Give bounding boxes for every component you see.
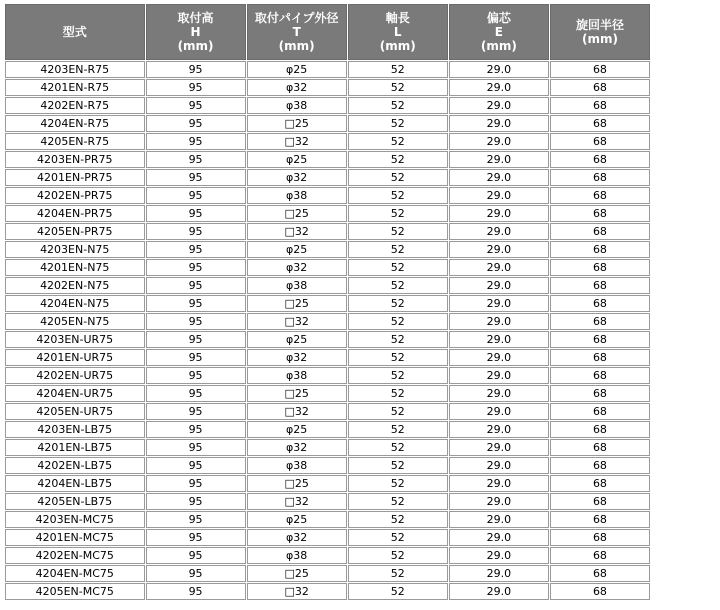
table-row — [5, 403, 650, 420]
model-cell: 4203EN-PR75 — [5, 151, 145, 168]
turning-radius-cell: 68 — [550, 475, 650, 492]
shaft-length-cell: 52 — [348, 241, 448, 258]
height-cell: 95 — [146, 187, 246, 204]
header-line-1: 偏芯 — [486, 11, 511, 25]
table-row — [5, 421, 650, 438]
header-height — [146, 4, 246, 60]
pipe-diameter-cell: □25 — [247, 565, 347, 582]
height-cell: 95 — [146, 529, 246, 546]
eccentricity-cell: 29.0 — [449, 547, 549, 564]
table-row — [5, 583, 650, 600]
shaft-length-cell: 52 — [348, 97, 448, 114]
eccentricity-cell: 29.0 — [449, 241, 549, 258]
header-line-3: (mm) — [278, 39, 315, 53]
shaft-length-cell: 52 — [348, 151, 448, 168]
model-cell: 4201EN-PR75 — [5, 169, 145, 186]
turning-radius-cell: 68 — [550, 367, 650, 384]
table-row — [5, 169, 650, 186]
table-row — [5, 223, 650, 240]
table-row — [5, 313, 650, 330]
shaft-length-cell: 52 — [348, 259, 448, 276]
pipe-diameter-cell: φ25 — [247, 421, 347, 438]
height-cell: 95 — [146, 79, 246, 96]
model-cell: 4202EN-MC75 — [5, 547, 145, 564]
table-row — [5, 277, 650, 294]
height-cell: 95 — [146, 241, 246, 258]
table-row — [5, 241, 650, 258]
table-row — [5, 565, 650, 582]
model-cell: 4204EN-N75 — [5, 295, 145, 312]
model-cell: 4201EN-LB75 — [5, 439, 145, 456]
turning-radius-cell: 68 — [550, 205, 650, 222]
shaft-length-cell: 52 — [348, 223, 448, 240]
header-model — [5, 4, 145, 60]
height-cell: 95 — [146, 547, 246, 564]
eccentricity-cell: 29.0 — [449, 331, 549, 348]
height-cell: 95 — [146, 61, 246, 78]
header-line-2: (mm) — [581, 32, 618, 46]
pipe-diameter-cell: φ38 — [247, 367, 347, 384]
height-cell: 95 — [146, 205, 246, 222]
shaft-length-cell: 52 — [348, 547, 448, 564]
table-row — [5, 295, 650, 312]
pipe-diameter-cell: □32 — [247, 583, 347, 600]
table-row — [5, 259, 650, 276]
model-cell: 4204EN-LB75 — [5, 475, 145, 492]
shaft-length-cell: 52 — [348, 79, 448, 96]
table-row — [5, 61, 650, 78]
model-cell: 4202EN-LB75 — [5, 457, 145, 474]
height-cell: 95 — [146, 493, 246, 510]
table-row — [5, 205, 650, 222]
turning-radius-cell: 68 — [550, 511, 650, 528]
turning-radius-cell: 68 — [550, 439, 650, 456]
shaft-length-cell: 52 — [348, 529, 448, 546]
table-row — [5, 439, 650, 456]
eccentricity-cell: 29.0 — [449, 61, 549, 78]
table-row — [5, 97, 650, 114]
table-row — [5, 115, 650, 132]
eccentricity-cell: 29.0 — [449, 133, 549, 150]
model-cell: 4201EN-MC75 — [5, 529, 145, 546]
eccentricity-cell: 29.0 — [449, 97, 549, 114]
turning-radius-cell: 68 — [550, 457, 650, 474]
header-turning-radius — [550, 4, 650, 60]
pipe-diameter-cell: φ38 — [247, 187, 347, 204]
turning-radius-cell: 68 — [550, 547, 650, 564]
pipe-diameter-cell: φ38 — [247, 277, 347, 294]
shaft-length-cell: 52 — [348, 349, 448, 366]
model-cell: 4201EN-N75 — [5, 259, 145, 276]
model-cell: 4205EN-LB75 — [5, 493, 145, 510]
header-line-2: L — [393, 25, 402, 39]
turning-radius-cell: 68 — [550, 493, 650, 510]
height-cell: 95 — [146, 475, 246, 492]
pipe-diameter-cell: □25 — [247, 115, 347, 132]
shaft-length-cell: 52 — [348, 61, 448, 78]
turning-radius-cell: 68 — [550, 61, 650, 78]
header-line-3: (mm) — [379, 39, 416, 53]
eccentricity-cell: 29.0 — [449, 259, 549, 276]
shaft-length-cell: 52 — [348, 475, 448, 492]
eccentricity-cell: 29.0 — [449, 187, 549, 204]
height-cell: 95 — [146, 295, 246, 312]
model-cell: 4202EN-N75 — [5, 277, 145, 294]
height-cell: 95 — [146, 313, 246, 330]
eccentricity-cell: 29.0 — [449, 349, 549, 366]
turning-radius-cell: 68 — [550, 133, 650, 150]
shaft-length-cell: 52 — [348, 331, 448, 348]
header-line-2: E — [494, 25, 503, 39]
eccentricity-cell: 29.0 — [449, 529, 549, 546]
turning-radius-cell: 68 — [550, 277, 650, 294]
turning-radius-cell: 68 — [550, 223, 650, 240]
shaft-length-cell: 52 — [348, 565, 448, 582]
table-row — [5, 511, 650, 528]
eccentricity-cell: 29.0 — [449, 367, 549, 384]
model-cell: 4205EN-R75 — [5, 133, 145, 150]
pipe-diameter-cell: φ32 — [247, 79, 347, 96]
turning-radius-cell: 68 — [550, 313, 650, 330]
pipe-diameter-cell: φ32 — [247, 439, 347, 456]
pipe-diameter-cell: □25 — [247, 295, 347, 312]
model-cell: 4205EN-MC75 — [5, 583, 145, 600]
header-line-3: (mm) — [480, 39, 517, 53]
eccentricity-cell: 29.0 — [449, 457, 549, 474]
eccentricity-cell: 29.0 — [449, 583, 549, 600]
turning-radius-cell: 68 — [550, 241, 650, 258]
model-cell: 4204EN-MC75 — [5, 565, 145, 582]
turning-radius-cell: 68 — [550, 583, 650, 600]
turning-radius-cell: 68 — [550, 259, 650, 276]
turning-radius-cell: 68 — [550, 565, 650, 582]
shaft-length-cell: 52 — [348, 313, 448, 330]
turning-radius-cell: 68 — [550, 97, 650, 114]
height-cell: 95 — [146, 277, 246, 294]
header-eccentricity — [449, 4, 549, 60]
turning-radius-cell: 68 — [550, 151, 650, 168]
table-row — [5, 187, 650, 204]
turning-radius-cell: 68 — [550, 187, 650, 204]
table-row — [5, 151, 650, 168]
table-row — [5, 547, 650, 564]
shaft-length-cell: 52 — [348, 385, 448, 402]
eccentricity-cell: 29.0 — [449, 511, 549, 528]
table-row — [5, 385, 650, 402]
eccentricity-cell: 29.0 — [449, 493, 549, 510]
height-cell: 95 — [146, 259, 246, 276]
table-row — [5, 349, 650, 366]
height-cell: 95 — [146, 133, 246, 150]
model-cell: 4203EN-MC75 — [5, 511, 145, 528]
pipe-diameter-cell: φ25 — [247, 151, 347, 168]
pipe-diameter-cell: □32 — [247, 133, 347, 150]
pipe-diameter-cell: □25 — [247, 205, 347, 222]
height-cell: 95 — [146, 349, 246, 366]
turning-radius-cell: 68 — [550, 421, 650, 438]
header-line-1: 取付高 — [177, 11, 214, 25]
turning-radius-cell: 68 — [550, 295, 650, 312]
pipe-diameter-cell: φ25 — [247, 511, 347, 528]
shaft-length-cell: 52 — [348, 457, 448, 474]
table-row — [5, 133, 650, 150]
shaft-length-cell: 52 — [348, 277, 448, 294]
header-pipe-diameter — [247, 4, 347, 60]
table-row — [5, 331, 650, 348]
header-line-1: 軸長 — [385, 11, 410, 25]
shaft-length-cell: 52 — [348, 169, 448, 186]
header-line-3: (mm) — [177, 39, 214, 53]
model-cell: 4204EN-R75 — [5, 115, 145, 132]
model-cell: 4202EN-R75 — [5, 97, 145, 114]
eccentricity-cell: 29.0 — [449, 421, 549, 438]
height-cell: 95 — [146, 115, 246, 132]
pipe-diameter-cell: φ38 — [247, 457, 347, 474]
height-cell: 95 — [146, 385, 246, 402]
shaft-length-cell: 52 — [348, 115, 448, 132]
shaft-length-cell: 52 — [348, 421, 448, 438]
height-cell: 95 — [146, 583, 246, 600]
eccentricity-cell: 29.0 — [449, 439, 549, 456]
eccentricity-cell: 29.0 — [449, 277, 549, 294]
turning-radius-cell: 68 — [550, 169, 650, 186]
eccentricity-cell: 29.0 — [449, 205, 549, 222]
table-row — [5, 457, 650, 474]
model-cell: 4204EN-UR75 — [5, 385, 145, 402]
eccentricity-cell: 29.0 — [449, 169, 549, 186]
table-row — [5, 493, 650, 510]
header-line-1: 取付パイプ外径 — [254, 11, 339, 25]
turning-radius-cell: 68 — [550, 79, 650, 96]
table-row — [5, 79, 650, 96]
pipe-diameter-cell: □25 — [247, 475, 347, 492]
table-row — [5, 367, 650, 384]
model-cell: 4202EN-UR75 — [5, 367, 145, 384]
eccentricity-cell: 29.0 — [449, 313, 549, 330]
table-row — [5, 529, 650, 546]
pipe-diameter-cell: φ38 — [247, 547, 347, 564]
shaft-length-cell: 52 — [348, 205, 448, 222]
model-cell: 4201EN-UR75 — [5, 349, 145, 366]
turning-radius-cell: 68 — [550, 403, 650, 420]
shaft-length-cell: 52 — [348, 187, 448, 204]
model-cell: 4201EN-R75 — [5, 79, 145, 96]
shaft-length-cell: 52 — [348, 403, 448, 420]
header-row — [5, 4, 650, 60]
turning-radius-cell: 68 — [550, 529, 650, 546]
height-cell: 95 — [146, 97, 246, 114]
height-cell: 95 — [146, 457, 246, 474]
model-cell: 4204EN-PR75 — [5, 205, 145, 222]
pipe-diameter-cell: □32 — [247, 313, 347, 330]
shaft-length-cell: 52 — [348, 439, 448, 456]
header-shaft-length — [348, 4, 448, 60]
height-cell: 95 — [146, 403, 246, 420]
shaft-length-cell: 52 — [348, 493, 448, 510]
model-cell: 4203EN-R75 — [5, 61, 145, 78]
pipe-diameter-cell: φ25 — [247, 331, 347, 348]
spec-table-body — [5, 61, 650, 600]
header-line-2: T — [292, 25, 301, 39]
shaft-length-cell: 52 — [348, 511, 448, 528]
eccentricity-cell: 29.0 — [449, 223, 549, 240]
pipe-diameter-cell: □32 — [247, 403, 347, 420]
shaft-length-cell: 52 — [348, 295, 448, 312]
pipe-diameter-cell: φ38 — [247, 97, 347, 114]
eccentricity-cell: 29.0 — [449, 115, 549, 132]
height-cell: 95 — [146, 565, 246, 582]
height-cell: 95 — [146, 439, 246, 456]
pipe-diameter-cell: φ25 — [247, 241, 347, 258]
model-cell: 4203EN-UR75 — [5, 331, 145, 348]
turning-radius-cell: 68 — [550, 115, 650, 132]
pipe-diameter-cell: φ32 — [247, 349, 347, 366]
eccentricity-cell: 29.0 — [449, 151, 549, 168]
height-cell: 95 — [146, 151, 246, 168]
spec-table — [4, 3, 651, 601]
header-line-1: 旋回半径 — [575, 18, 624, 32]
pipe-diameter-cell: □32 — [247, 493, 347, 510]
turning-radius-cell: 68 — [550, 349, 650, 366]
pipe-diameter-cell: φ32 — [247, 529, 347, 546]
header-line-2: H — [190, 25, 201, 39]
height-cell: 95 — [146, 511, 246, 528]
model-cell: 4202EN-PR75 — [5, 187, 145, 204]
model-cell: 4205EN-N75 — [5, 313, 145, 330]
pipe-diameter-cell: φ32 — [247, 259, 347, 276]
spec-table-header — [5, 4, 650, 60]
height-cell: 95 — [146, 223, 246, 240]
height-cell: 95 — [146, 367, 246, 384]
turning-radius-cell: 68 — [550, 331, 650, 348]
model-cell: 4203EN-LB75 — [5, 421, 145, 438]
height-cell: 95 — [146, 169, 246, 186]
eccentricity-cell: 29.0 — [449, 385, 549, 402]
eccentricity-cell: 29.0 — [449, 79, 549, 96]
pipe-diameter-cell: φ25 — [247, 61, 347, 78]
model-cell: 4205EN-PR75 — [5, 223, 145, 240]
pipe-diameter-cell: □25 — [247, 385, 347, 402]
pipe-diameter-cell: □32 — [247, 223, 347, 240]
header-line-1: 型式 — [62, 25, 87, 39]
table-row — [5, 475, 650, 492]
shaft-length-cell: 52 — [348, 133, 448, 150]
eccentricity-cell: 29.0 — [449, 403, 549, 420]
turning-radius-cell: 68 — [550, 385, 650, 402]
pipe-diameter-cell: φ32 — [247, 169, 347, 186]
height-cell: 95 — [146, 331, 246, 348]
model-cell: 4203EN-N75 — [5, 241, 145, 258]
eccentricity-cell: 29.0 — [449, 475, 549, 492]
shaft-length-cell: 52 — [348, 367, 448, 384]
eccentricity-cell: 29.0 — [449, 565, 549, 582]
height-cell: 95 — [146, 421, 246, 438]
model-cell: 4205EN-UR75 — [5, 403, 145, 420]
eccentricity-cell: 29.0 — [449, 295, 549, 312]
shaft-length-cell: 52 — [348, 583, 448, 600]
